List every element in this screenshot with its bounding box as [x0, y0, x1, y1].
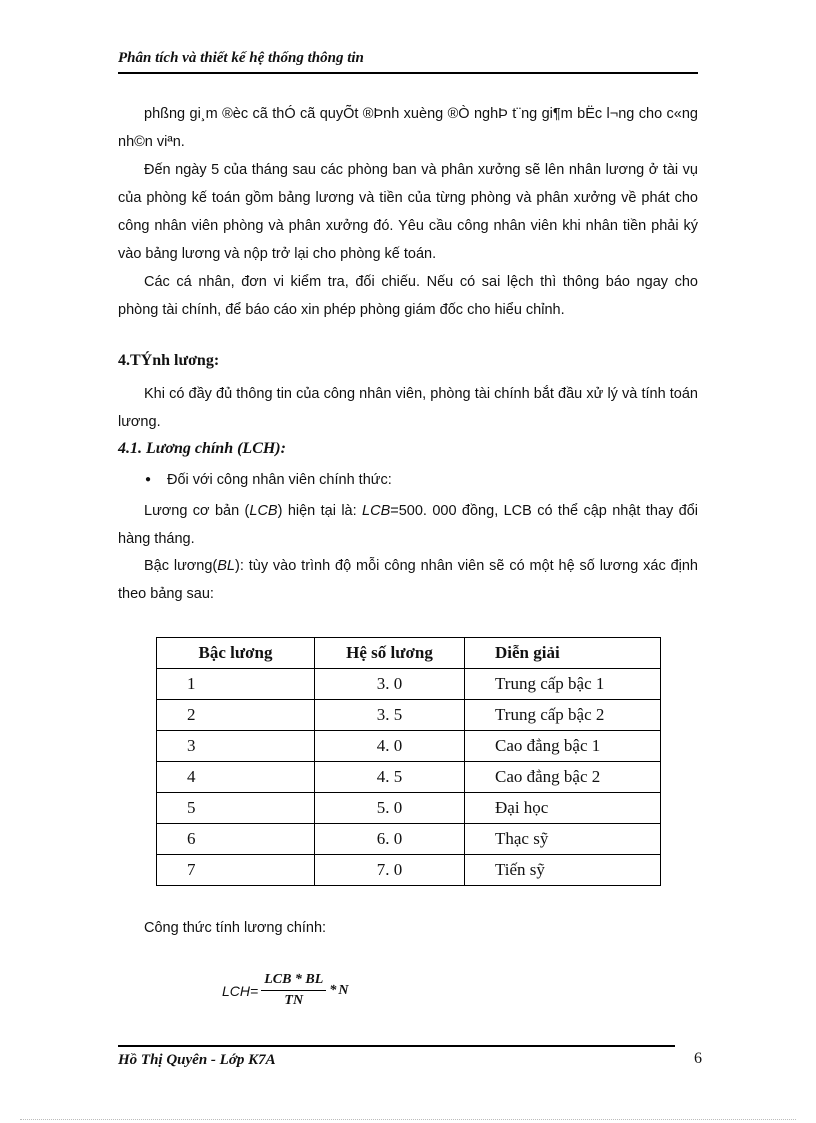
cell-level: 3: [157, 731, 315, 762]
formula-times: *: [329, 982, 337, 998]
table-header-row: [157, 638, 661, 669]
paragraph-6: [118, 552, 698, 608]
p5-lcb-2: LCB: [362, 503, 391, 519]
paragraph-3-text: Các cá nhân, đơn vi kiểm tra, đối chiếu. Nếu có sai lệch thì thông báo ngay cho phòng tài chính, để báo cáo xin phép phòng giám đốc cho hiểu chỉnh.: [118, 274, 698, 318]
footer-author: Hồ Thị Quyên - Lớp K7A: [118, 1052, 276, 1068]
cell-coefficient: 3. 0: [315, 669, 465, 700]
p5-lcb-1: LCB: [249, 503, 278, 519]
paragraph-3: [118, 268, 698, 324]
page-bottom-divider: [20, 1119, 796, 1120]
bullet-item: [145, 466, 392, 494]
cell-coefficient: 3. 5: [315, 700, 465, 731]
footer-divider: [118, 1045, 675, 1047]
cell-level: 7: [157, 855, 315, 886]
cell-description: Trung cấp bậc 1: [465, 669, 661, 700]
header-bac-luong: Bậc lương: [157, 638, 315, 669]
bullet-dot-icon: ●: [145, 474, 152, 486]
subsection-heading: 4.1. Lương chính (LCH):: [118, 440, 286, 457]
cell-description: Đại học: [465, 793, 661, 824]
table-row: [157, 669, 661, 700]
cell-coefficient: 4. 5: [315, 762, 465, 793]
paragraph-1-text: phßng gi¸m ®èc cã thÓ cã quyÕt ®Þnh xuèng ®Ò nghÞ t¨ng gi¶m bËc l¬ng cho c«ng nh©n viªn.: [118, 106, 698, 150]
p5-pre: Lương cơ bản (: [144, 503, 250, 519]
section-heading: 4.TÝnh lương:: [118, 352, 220, 369]
cell-description: Cao đẳng bậc 1: [465, 731, 661, 762]
paragraph-5: [118, 497, 698, 553]
page-header: Phân tích và thiết kế hệ thống thông tin: [118, 50, 698, 74]
table-row: [157, 824, 661, 855]
table-row: [157, 793, 661, 824]
paragraph-4: [118, 380, 698, 436]
p6-bl: BL: [217, 558, 235, 574]
cell-level: 5: [157, 793, 315, 824]
header-he-so-luong: Hệ số lương: [315, 638, 465, 669]
formula-fraction: [261, 972, 326, 1009]
cell-level: 1: [157, 669, 315, 700]
table-row: [157, 700, 661, 731]
header-dien-giai: Diễn giải: [465, 638, 661, 669]
p6-post: ): tùy vào trình độ mỗi công nhân viên sẽ có một hệ số lương xác định theo bảng sau:: [118, 558, 698, 602]
formula-multiplier: N: [338, 982, 349, 998]
cell-description: Thạc sỹ: [465, 824, 661, 855]
cell-coefficient: 5. 0: [315, 793, 465, 824]
bullet-text: Đối với công nhân viên chính thức:: [167, 472, 392, 488]
p5-mid: ) hiện tại là:: [277, 503, 363, 519]
paragraph-7: [118, 914, 698, 942]
cell-level: 2: [157, 700, 315, 731]
formula-numerator: LCB * BL: [261, 972, 326, 991]
table-row: [157, 762, 661, 793]
salary-table: [156, 637, 661, 886]
cell-description: Trung cấp bậc 2: [465, 700, 661, 731]
paragraph-4-text: Khi có đầy đủ thông tin của công nhân viên, phòng tài chính bắt đầu xử lý và tính toán lương.: [118, 386, 698, 430]
cell-level: 4: [157, 762, 315, 793]
formula-denominator: TN: [284, 993, 304, 1008]
paragraph-2: [118, 156, 698, 268]
cell-level: 6: [157, 824, 315, 855]
cell-coefficient: 7. 0: [315, 855, 465, 886]
paragraph-2-text: Đến ngày 5 của tháng sau các phòng ban và phân xưởng sẽ lên nhân lương ở tài vụ của phòng kế toán gồm bảng lương và tiền của từng phòng và phân xưởng về phát cho công nhân viên phòng và phân xưởng đó. Yêu cầu công nhân viên khi nhân tiền phải ký vào bảng lương và nộp trở lại cho phòng kế toán.: [118, 162, 698, 262]
page-number: 6: [694, 1050, 702, 1067]
salary-formula: [222, 972, 348, 1009]
cell-coefficient: 4. 0: [315, 731, 465, 762]
formula-lhs: LCH=: [222, 982, 259, 999]
table-row: [157, 855, 661, 886]
p6-pre: Bậc lương(: [144, 558, 218, 574]
cell-coefficient: 6. 0: [315, 824, 465, 855]
cell-description: Tiến sỹ: [465, 855, 661, 886]
table-row: [157, 731, 661, 762]
paragraph-7-text: Công thức tính lương chính:: [144, 920, 327, 936]
p5-post: =500. 000 đồng, LCB có thể cập nhật thay đổi hàng tháng.: [118, 503, 698, 547]
paragraph-1: [118, 100, 698, 156]
cell-description: Cao đẳng bậc 2: [465, 762, 661, 793]
